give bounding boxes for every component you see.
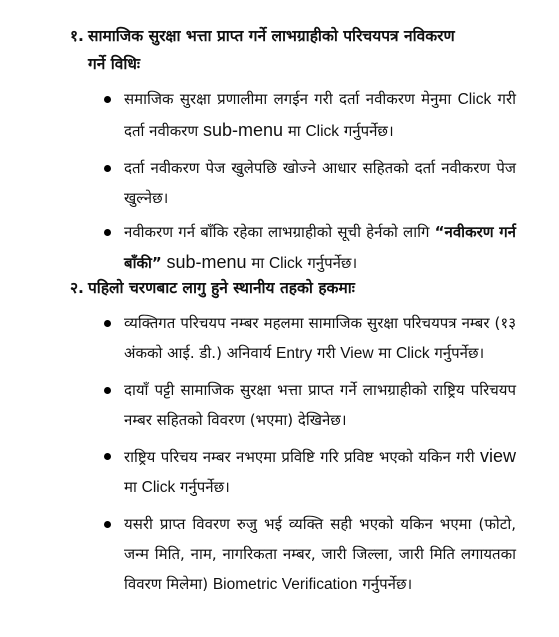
section-1-heading-line-2: गर्ने विधिः: [88, 55, 141, 73]
item-text: View: [340, 345, 374, 362]
item-text: view: [479, 446, 516, 466]
item-text: Click: [268, 255, 303, 272]
item-text: Click: [457, 91, 492, 108]
item-text: Click: [395, 345, 430, 362]
item-text: Entry: [276, 345, 313, 362]
section-1-heading: [70, 22, 530, 78]
section-2-number: २.: [70, 279, 84, 297]
bullet-icon: [104, 165, 111, 172]
section-1-heading-line-1: सामाजिक सुरक्षा भत्ता प्राप्त गर्ने लाभग्राहीको परिचयपत्र नविकरण: [88, 27, 455, 45]
bullet-icon: [104, 387, 111, 394]
item-text: Click: [305, 123, 340, 140]
section-2-list: [104, 308, 516, 600]
item-text: गरी दर्ता नवीकरण: [124, 90, 516, 140]
item-text: गर्नुपर्नेछ।: [339, 122, 394, 140]
section-2-heading: [70, 274, 530, 302]
list-item: [104, 441, 516, 503]
item-text: दर्ता नवीकरण पेज खुलेपछि खोज्ने आधार सहितको दर्ता नवीकरण पेज खुल्नेछ।: [124, 159, 516, 207]
item-text: Biometric Verification: [212, 576, 358, 593]
section-1-number: १.: [70, 27, 84, 45]
list-item: [104, 375, 516, 435]
item-text: नवीकरण गर्न बाँकि रहेका लाभग्राहीको सूची हेर्नको लागि: [124, 223, 435, 241]
item-text: Click: [141, 479, 176, 496]
item-text: मा: [283, 122, 306, 140]
item-text: गरी: [312, 344, 341, 362]
item-text: मा: [246, 254, 269, 272]
item-text: यसरी प्राप्त विवरण रुजु भई व्यक्ति सही भएको यकिन भएमा (फोटो, जन्म मिति, नाम, नागरिकता नम्बर, जारी जिल्ला, जारी मिति लगायतका विवरण मिलेमा): [124, 515, 516, 593]
bullet-icon: [104, 320, 111, 327]
list-item: [104, 509, 516, 600]
section-2-heading-text: पहिलो चरणबाट लागु हुने स्थानीय तहको हकमाः: [88, 279, 355, 297]
item-text: गर्नुपर्नेछ।: [357, 575, 413, 593]
item-text: समाजिक सुरक्षा प्रणालीमा लगईन गरी दर्ता नवीकरण मेनुमा: [124, 90, 458, 108]
item-text: मा: [124, 478, 142, 496]
item-text: गर्नुपर्नेछ।: [302, 254, 358, 272]
list-item: [104, 217, 516, 279]
item-text: गर्नुपर्नेछ।: [175, 478, 230, 496]
item-text: “नवीकरण गर्न बाँकी”: [124, 223, 516, 272]
item-text: राष्ट्रिय परिचय नम्बर नभएमा प्रविष्टि गरि प्रविष्ट भएको यकिन गरी: [124, 448, 480, 466]
item-text: दायाँ पट्टी सामाजिक सुरक्षा भत्ता प्राप्त गर्ने लाभग्राहीको राष्ट्रिय परिचयप नम्बर सहितको विवरण (भएमा) देखिनेछ।: [124, 381, 516, 429]
bullet-icon: [104, 96, 111, 103]
list-item: [104, 308, 516, 369]
item-text: sub-menu: [203, 120, 284, 140]
bullet-icon: [104, 229, 111, 236]
section-1-list: [104, 84, 516, 279]
item-text: गर्नुपर्नेछ।: [429, 344, 485, 362]
list-item: [104, 153, 516, 213]
bullet-icon: [104, 521, 111, 528]
bullet-icon: [104, 453, 111, 460]
list-item: [104, 84, 516, 147]
item-text: मा: [373, 344, 396, 362]
item-text: sub-menu: [166, 252, 247, 272]
item-text: व्यक्तिगत परिचयप नम्बर महलमा सामाजिक सुरक्षा परिचयपत्र नम्बर (१३ अंकको आई. डी.) अनिवार्य: [124, 314, 516, 362]
